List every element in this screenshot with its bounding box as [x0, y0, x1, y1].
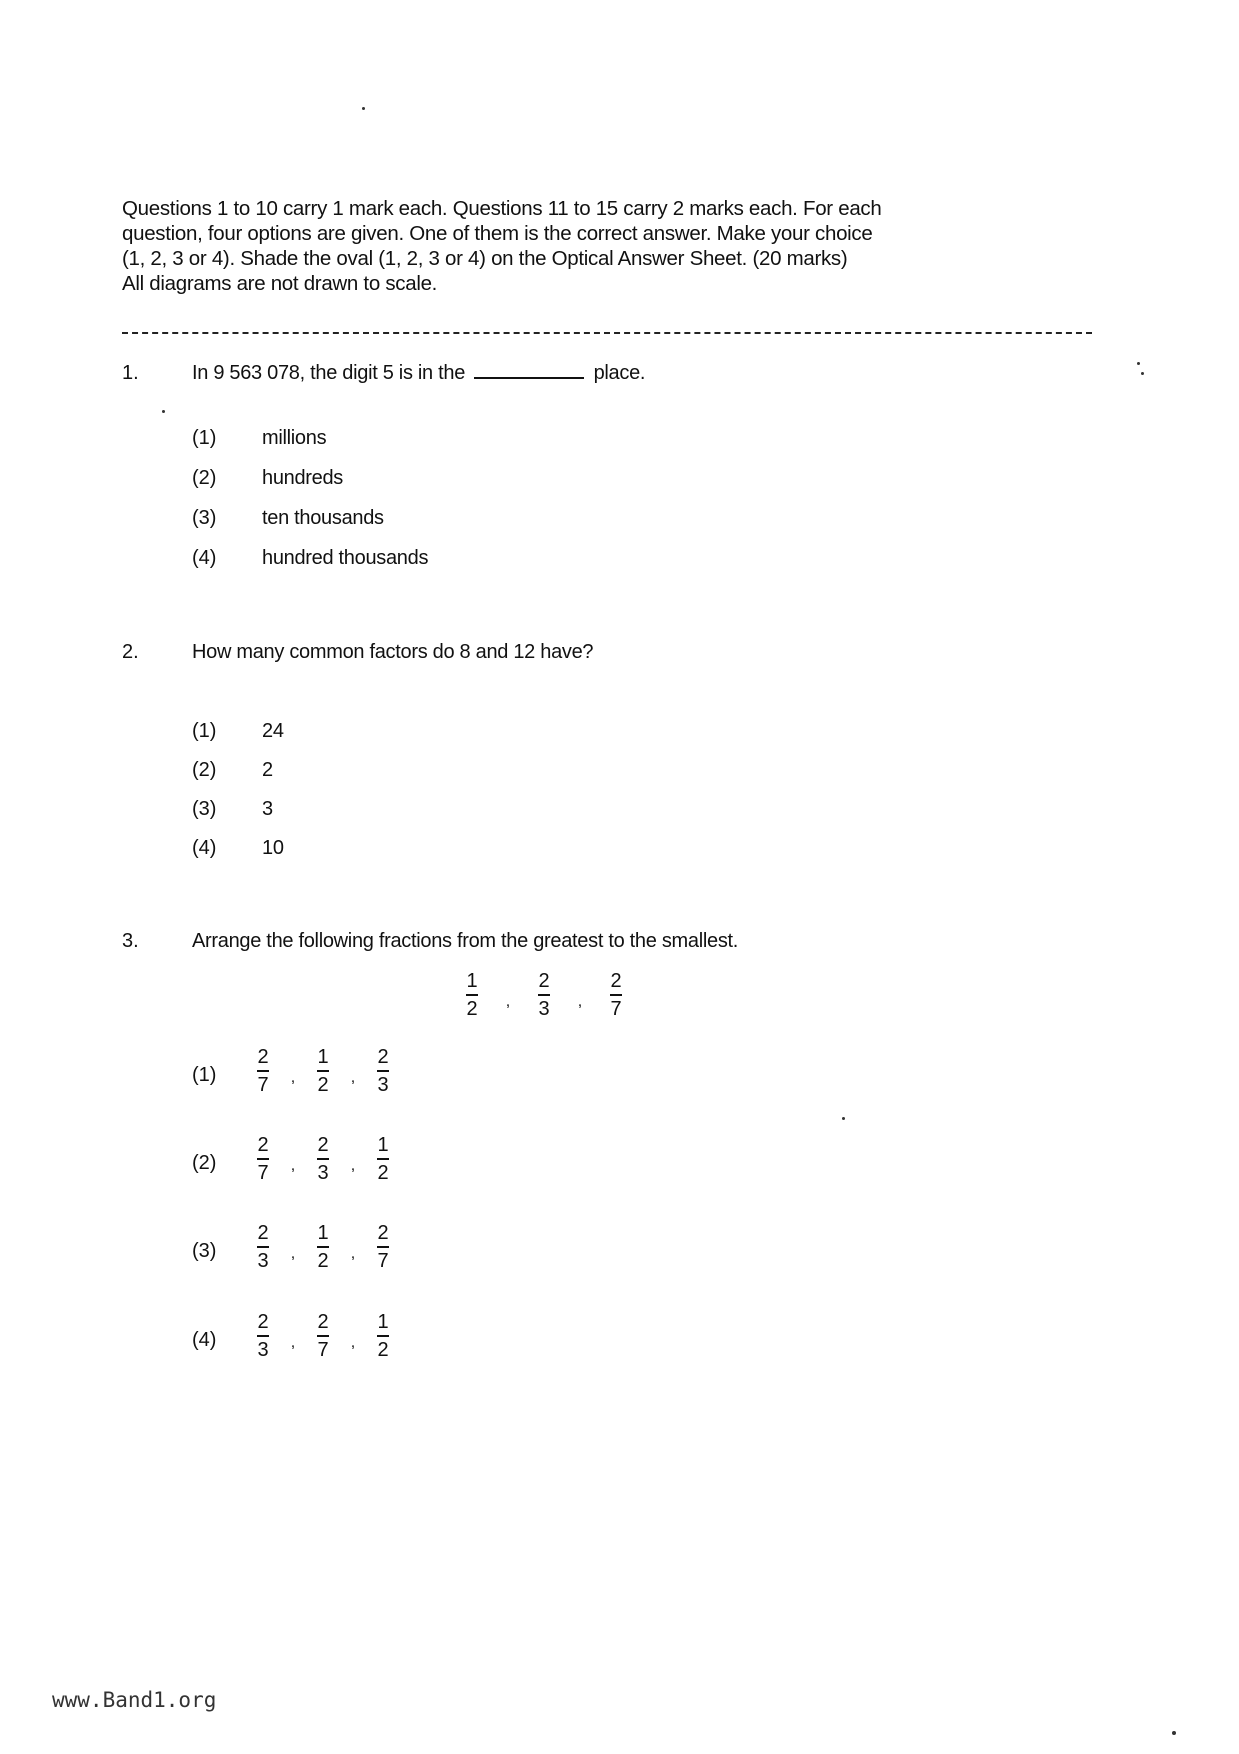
denominator: 2 [466, 998, 478, 1020]
denominator: 3 [377, 1074, 389, 1096]
fraction [257, 1046, 269, 1096]
denominator: 7 [257, 1074, 269, 1096]
fraction-bar [317, 1246, 329, 1248]
question-text-before: In 9 563 078, the digit 5 is in the [192, 362, 466, 384]
scan-speck [1172, 1731, 1176, 1735]
denominator: 2 [317, 1074, 329, 1096]
fraction [538, 970, 550, 1020]
numerator: 1 [466, 970, 478, 992]
denominator: 3 [538, 998, 550, 1020]
option-fractions [257, 1311, 389, 1361]
numerator: 2 [257, 1311, 269, 1333]
numerator: 2 [257, 1046, 269, 1068]
option-label: (1) [192, 427, 217, 449]
question-text [192, 362, 645, 385]
option-text: 24 [262, 720, 284, 742]
separator: , [350, 1069, 356, 1086]
divider-rule [122, 332, 1092, 334]
option-label: (4) [192, 1329, 217, 1351]
separator: , [290, 1245, 296, 1262]
fraction-bar [317, 1070, 329, 1072]
fraction [317, 1046, 329, 1096]
fraction [610, 970, 622, 1020]
option-text: ten thousands [262, 507, 384, 529]
option-fractions [257, 1222, 389, 1272]
instructions [122, 196, 1042, 296]
numerator: 2 [538, 970, 550, 992]
fraction-bar [466, 994, 478, 996]
fraction [317, 1134, 329, 1184]
question-number: 3. [122, 930, 139, 952]
separator: , [577, 993, 583, 1010]
fraction-bar [377, 1070, 389, 1072]
question-number: 1. [122, 362, 139, 384]
separator: , [290, 1157, 296, 1174]
scan-speck [162, 410, 165, 413]
option-label: (2) [192, 759, 217, 781]
numerator: 2 [257, 1134, 269, 1156]
numerator: 1 [317, 1222, 329, 1244]
question-text: Arrange the following fractions from the greatest to the smallest. [192, 930, 739, 952]
option-text: 10 [262, 837, 284, 859]
option-label: (3) [192, 798, 217, 820]
denominator: 7 [317, 1339, 329, 1361]
option-text: hundreds [262, 467, 343, 489]
option-label: (1) [192, 1064, 217, 1086]
separator: , [350, 1245, 356, 1262]
fraction-bar [317, 1335, 329, 1337]
denominator: 7 [257, 1162, 269, 1184]
numerator: 2 [317, 1311, 329, 1333]
option-text: millions [262, 427, 327, 449]
option-label: (2) [192, 467, 217, 489]
fraction-bar [377, 1335, 389, 1337]
fraction-bar [538, 994, 550, 996]
separator: , [290, 1334, 296, 1351]
denominator: 7 [610, 998, 622, 1020]
numerator: 2 [317, 1134, 329, 1156]
numerator: 2 [257, 1222, 269, 1244]
fraction [257, 1134, 269, 1184]
option-text: 3 [262, 798, 273, 820]
option-label: (4) [192, 837, 217, 859]
option-label: (4) [192, 547, 217, 569]
fraction [257, 1222, 269, 1272]
fraction [317, 1311, 329, 1361]
denominator: 2 [377, 1339, 389, 1361]
separator: , [350, 1157, 356, 1174]
denominator: 2 [317, 1250, 329, 1272]
site-watermark: www.Band1.org [52, 1688, 217, 1712]
fraction [257, 1311, 269, 1361]
fraction-bar [377, 1158, 389, 1160]
denominator: 3 [257, 1339, 269, 1361]
fraction-bar [610, 994, 622, 996]
fraction-bar [257, 1158, 269, 1160]
option-fractions [257, 1134, 389, 1184]
question-text-after: place. [593, 362, 646, 384]
fraction-bar [257, 1246, 269, 1248]
fraction [317, 1222, 329, 1272]
denominator: 2 [377, 1162, 389, 1184]
option-label: (1) [192, 720, 217, 742]
denominator: 3 [317, 1162, 329, 1184]
separator: , [350, 1334, 356, 1351]
scan-speck [362, 107, 365, 110]
question-text: How many common factors do 8 and 12 have? [192, 641, 594, 663]
fraction-bar [317, 1158, 329, 1160]
fraction [377, 1222, 389, 1272]
numerator: 2 [377, 1046, 389, 1068]
numerator: 1 [377, 1134, 389, 1156]
numerator: 1 [377, 1311, 389, 1333]
denominator: 7 [377, 1250, 389, 1272]
instruction-line: (1, 2, 3 or 4). Shade the oval (1, 2, 3 or 4) on the Optical Answer Sheet. (20 marks) [122, 247, 848, 270]
scan-speck [1137, 362, 1140, 365]
given-fractions [466, 970, 622, 1020]
option-label: (3) [192, 1240, 217, 1262]
instruction-line: All diagrams are not drawn to scale. [122, 272, 438, 295]
fraction-bar [377, 1246, 389, 1248]
denominator: 3 [257, 1250, 269, 1272]
option-text: 2 [262, 759, 273, 781]
instruction-line: question, four options are given. One of them is the correct answer. Make your choice [122, 222, 873, 245]
option-label: (3) [192, 507, 217, 529]
option-text: hundred thousands [262, 547, 429, 569]
instruction-line: Questions 1 to 10 carry 1 mark each. Questions 11 to 15 carry 2 marks each. For each [122, 197, 882, 220]
fraction [377, 1134, 389, 1184]
fraction [377, 1046, 389, 1096]
numerator: 2 [610, 970, 622, 992]
answer-blank [474, 377, 584, 379]
numerator: 2 [377, 1222, 389, 1244]
fraction-bar [257, 1335, 269, 1337]
separator: , [290, 1069, 296, 1086]
scan-speck [1141, 372, 1144, 375]
question-number: 2. [122, 641, 139, 663]
scan-speck [842, 1117, 845, 1120]
fraction [466, 970, 478, 1020]
option-label: (2) [192, 1152, 217, 1174]
numerator: 1 [317, 1046, 329, 1068]
separator: , [505, 993, 511, 1010]
fraction-bar [257, 1070, 269, 1072]
option-fractions [257, 1046, 389, 1096]
fraction [377, 1311, 389, 1361]
